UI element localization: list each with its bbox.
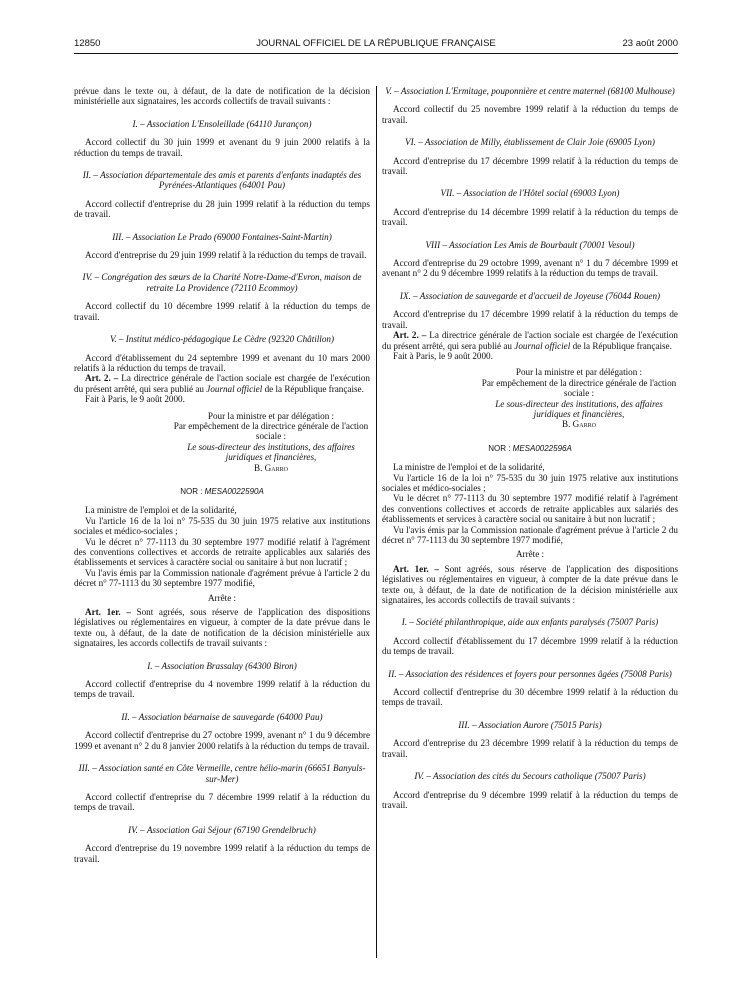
item-text: Accord d'entreprise du 9 décembre 1999 relatif à la réduction du temps de travail. [382, 789, 678, 810]
left-column [74, 86, 370, 864]
item-text: Accord collectif du 30 juin 1999 et avenant du 9 juin 2000 relatifs à la réduction du temps de travail. [74, 137, 370, 158]
intro-paragraph: prévue dans le texte ou, à défaut, de la date de notification de la décision ministérielle aux signataires, les accords collectifs de travail suivants : [74, 86, 370, 107]
item-heading: IV. – Association Gai Séjour (67190 Grendelbruch) [128, 824, 316, 835]
signatory-name: B. Garro [254, 462, 288, 473]
signature-title: Le sous-directeur des institutions, des affaires juridiques et financières, [495, 398, 663, 419]
article-text-end: de la République française. [572, 340, 672, 351]
article-text: La directrice générale de l'action sociale est chargée de l'exécution du présent arrêté, qui sera publié au [74, 373, 370, 394]
item-text: Accord collectif d'entreprise du 7 décembre 1999 relatif à la réduction du temps de travail. [74, 791, 370, 813]
agreement-item [382, 669, 678, 708]
item-heading: IX. – Association de sauvegarde et d'accueil de Joyeuse (76044 Rouen) [399, 290, 661, 301]
agreement-item [74, 232, 370, 261]
item-heading: IV. – Association des cités du Secours catholique (75007 Paris) [414, 771, 646, 782]
agreement-item [74, 334, 370, 373]
signature-line: Pour la ministre et par délégation : [207, 410, 335, 421]
issue-date: 23 août 2000 [622, 38, 678, 49]
item-heading: V. – Institut médico-pédagogique Le Cèdre (92320 Châtillon) [109, 334, 335, 345]
agreement-item [74, 825, 370, 864]
visa-line: Vu l'article 16 de la loi n° 75-535 du 30 juin 1975 relative aux institutions sociales et médico-sociales ; [74, 515, 370, 537]
article-text: Sont agréés, sous réserve de l'application des dispositions législatives ou réglementaires en vigueur, à compter de la date prévue dans le texte ou, à défaut, de la date de notification de la décision ministérielle aux signataires, les accords collectifs de travail suivants : [382, 563, 678, 606]
item-text: Accord d'entreprise du 19 novembre 1999 relatif à la réduction du temps de travail. [74, 843, 370, 864]
agreement-item [74, 119, 370, 158]
signature-line: Par empêchement de la directrice générale de l'action sociale : [481, 377, 677, 399]
nor-label: NOR : [488, 443, 511, 453]
visa-line: Vu le décret n° 77-1113 du 30 septembre 1977 modifié relatif à l'agrément des conventions collectives et accords de retraite applicables aux salariés des établissements et services à caractère social ou sanitaire à but non lucratif ; [382, 493, 678, 525]
article-label: Art. 1er. – [393, 563, 439, 574]
item-text: Accord d'entreprise du 14 décembre 1999 relatif à la réduction du temps de travail. [382, 206, 678, 228]
article-label: Art. 1er. – [85, 607, 131, 618]
fait-a-paris: Fait à Paris, le 9 août 2000. [393, 350, 493, 361]
item-heading: III. – Association santé en Côte Vermeille, centre hélio-marin (66651 Banyuls-sur-Mer) [78, 763, 366, 784]
article-2 [74, 373, 370, 394]
item-heading: III. – Association Aurore (75015 Paris) [458, 719, 602, 730]
nor-reference [74, 487, 370, 497]
item-text: Accord d'entreprise du 23 décembre 1999 relatif à la réduction du temps de travail. [382, 738, 678, 759]
agreement-item [382, 86, 678, 125]
item-text: Accord collectif d'établissement du 17 décembre 1999 relatif à la réduction du temps de travail. [382, 635, 678, 657]
visa-line: La ministre de l'emploi et de la solidarité, [393, 462, 545, 473]
item-heading: VIII – Association Les Amis de Bourbault (70001 Vesoul) [425, 239, 635, 250]
nor-label: NOR : [180, 486, 203, 496]
item-text: Accord collectif d'entreprise du 28 juin 1999 relatif à la réduction du temps de travail. [74, 198, 370, 220]
agreement-item [382, 188, 678, 227]
agreement-item [382, 720, 678, 759]
item-heading: II. – Association départementale des amis et parents d'enfants inadaptés des Pyrénées-Atlantiques (64001 Pau) [82, 170, 362, 191]
agreement-item [382, 291, 678, 330]
item-text: Accord d'entreprise du 29 octobre 1999, avenant n° 1 du 7 décembre 1999 et avenant n° 2 du 9 décembre 1999 relatifs à la réduction du temps de travail. [382, 258, 678, 279]
signatory-name: B. Garro [562, 419, 596, 430]
item-heading: VII. – Association de l'Hôtel social (69003 Lyon) [440, 188, 620, 199]
article-label: Art. 2. – [393, 330, 427, 341]
nor-reference [382, 444, 678, 454]
visa-line: La ministre de l'emploi et de la solidarité, [85, 505, 237, 516]
item-text: Accord collectif d'entreprise du 30 décembre 1999 relatif à la réduction du temps de travail. [382, 687, 678, 708]
item-heading: I. – Association Brassalay (64300 Biron) [147, 660, 297, 671]
item-heading: III. – Association Le Prado (69000 Fontaines-Saint-Martin) [112, 231, 332, 242]
page-header [74, 38, 678, 52]
page-number: 12850 [74, 38, 101, 49]
agreement-item [74, 272, 370, 322]
visa-line: Vu l'avis émis par la Commission nationale d'agrément prévue à l'article 2 du décret n° 77-1113 du 30 septembre 1977 modifié, [74, 567, 370, 589]
nor-id: MESA0022590A [204, 486, 264, 496]
agreement-item [382, 617, 678, 656]
article-1 [74, 607, 370, 649]
item-heading: II. – Association des résidences et foyers pour personnes âgées (75008 Paris) [388, 668, 672, 679]
article-1 [382, 564, 678, 606]
item-text: Accord d'entreprise du 29 juin 1999 relatif à la réduction du temps de travail. [85, 250, 367, 261]
visa-line: Vu le décret n° 77-1113 du 30 septembre 1977 modifié relatif à l'agrément des conventions collectives et accords de retraite applicables aux salariés des établissements et services à caractère social ou sanitaire à but non lucratif ; [74, 536, 370, 568]
fait-a-paris: Fait à Paris, le 9 août 2000. [85, 394, 185, 405]
journal-name: Journal officiel [514, 340, 571, 351]
agreement-item [74, 763, 370, 813]
item-text: Accord collectif du 25 novembre 1999 relatif à la réduction du temps de travail. [382, 104, 678, 125]
item-heading: I. – Association L'Ensoleillade (64110 Jurançon) [132, 118, 312, 129]
agreement-item [74, 170, 370, 220]
article-text-end: de la République française. [264, 383, 364, 394]
agreement-item [74, 661, 370, 700]
item-heading: I. – Société philanthropique, aide aux enfants paralysés (75007 Paris) [401, 617, 659, 628]
item-heading: V. – Association L'Ermitage, pouponnière et centre maternel (68100 Mulhouse) [385, 86, 675, 96]
journal-name: Journal officiel [206, 383, 263, 394]
column-divider [376, 86, 377, 958]
item-heading: II. – Association béarnaise de sauvegarde (64000 Pau) [121, 711, 323, 722]
arrete-label: Arrête : [207, 592, 237, 603]
signature-line: Pour la ministre et par délégation : [515, 367, 643, 378]
item-text: Accord d'entreprise du 17 décembre 1999 relatif à la réduction du temps de travail. [382, 155, 678, 177]
signature-block [480, 367, 678, 429]
agreement-item [382, 137, 678, 176]
item-heading: IV. – Congrégation des sœurs de la Charité Notre-Dame-d'Evron, maison de retraite La Providence (72110 Ecommoy) [82, 272, 362, 293]
visa-line: Vu l'avis émis par la Commission nationale d'agrément prévue à l'article 2 du décret n° 77-1113 du 30 septembre 1977 modifié, [382, 524, 678, 545]
article-label: Art. 2. – [85, 373, 119, 384]
item-text: Accord collectif d'entreprise du 4 novembre 1999 relatif à la réduction du temps de travail. [74, 679, 370, 700]
signature-line: Par empêchement de la directrice générale de l'action sociale : [173, 420, 369, 442]
visa-line: Vu l'article 16 de la loi n° 75-535 du 30 juin 1975 relative aux institutions sociales et médico-sociales ; [382, 472, 678, 493]
item-text: Accord d'entreprise du 17 décembre 1999 relatif à la réduction du temps de travail. [382, 309, 678, 330]
journal-title: JOURNAL OFFICIEL DE LA RÉPUBLIQUE FRANÇAISE [256, 38, 496, 49]
item-text: Accord collectif d'entreprise du 27 octobre 1999, avenant n° 1 du 9 décembre 1999 et avenant n° 2 du 8 janvier 2000 relatifs à la réduction du temps de travail. [74, 730, 370, 751]
item-text: Accord collectif du 10 décembre 1999 relatif à la réduction du temps de travail. [74, 301, 370, 322]
agreement-item [74, 712, 370, 751]
article-text: La directrice générale de l'action sociale est chargée de l'exécution du présent arrêté, qui sera publié au [382, 330, 678, 351]
article-2 [382, 330, 678, 351]
item-text: Accord d'établissement du 24 septembre 1999 et avenant du 10 mars 2000 relatifs à la réduction du temps de travail. [74, 352, 370, 373]
signature-block [172, 411, 370, 473]
nor-id: MESA0022596A [512, 443, 572, 453]
item-heading: VI. – Association de Milly, établissement de Clair Joie (69005 Lyon) [405, 137, 655, 148]
agreement-item [382, 771, 678, 810]
right-column [382, 86, 678, 810]
article-text: Sont agréés, sous réserve de l'application des dispositions législatives ou réglementaires en vigueur, à compter de la date prévue dans le texte ou, à défaut, de la date de notification de la décision ministérielle aux signataires, les accords collectifs de travail suivants : [74, 607, 370, 649]
agreement-item [382, 240, 678, 279]
arrete-label: Arrête : [515, 549, 545, 560]
header-rule [74, 53, 678, 54]
signature-title: Le sous-directeur des institutions, des affaires juridiques et financières, [187, 441, 355, 463]
